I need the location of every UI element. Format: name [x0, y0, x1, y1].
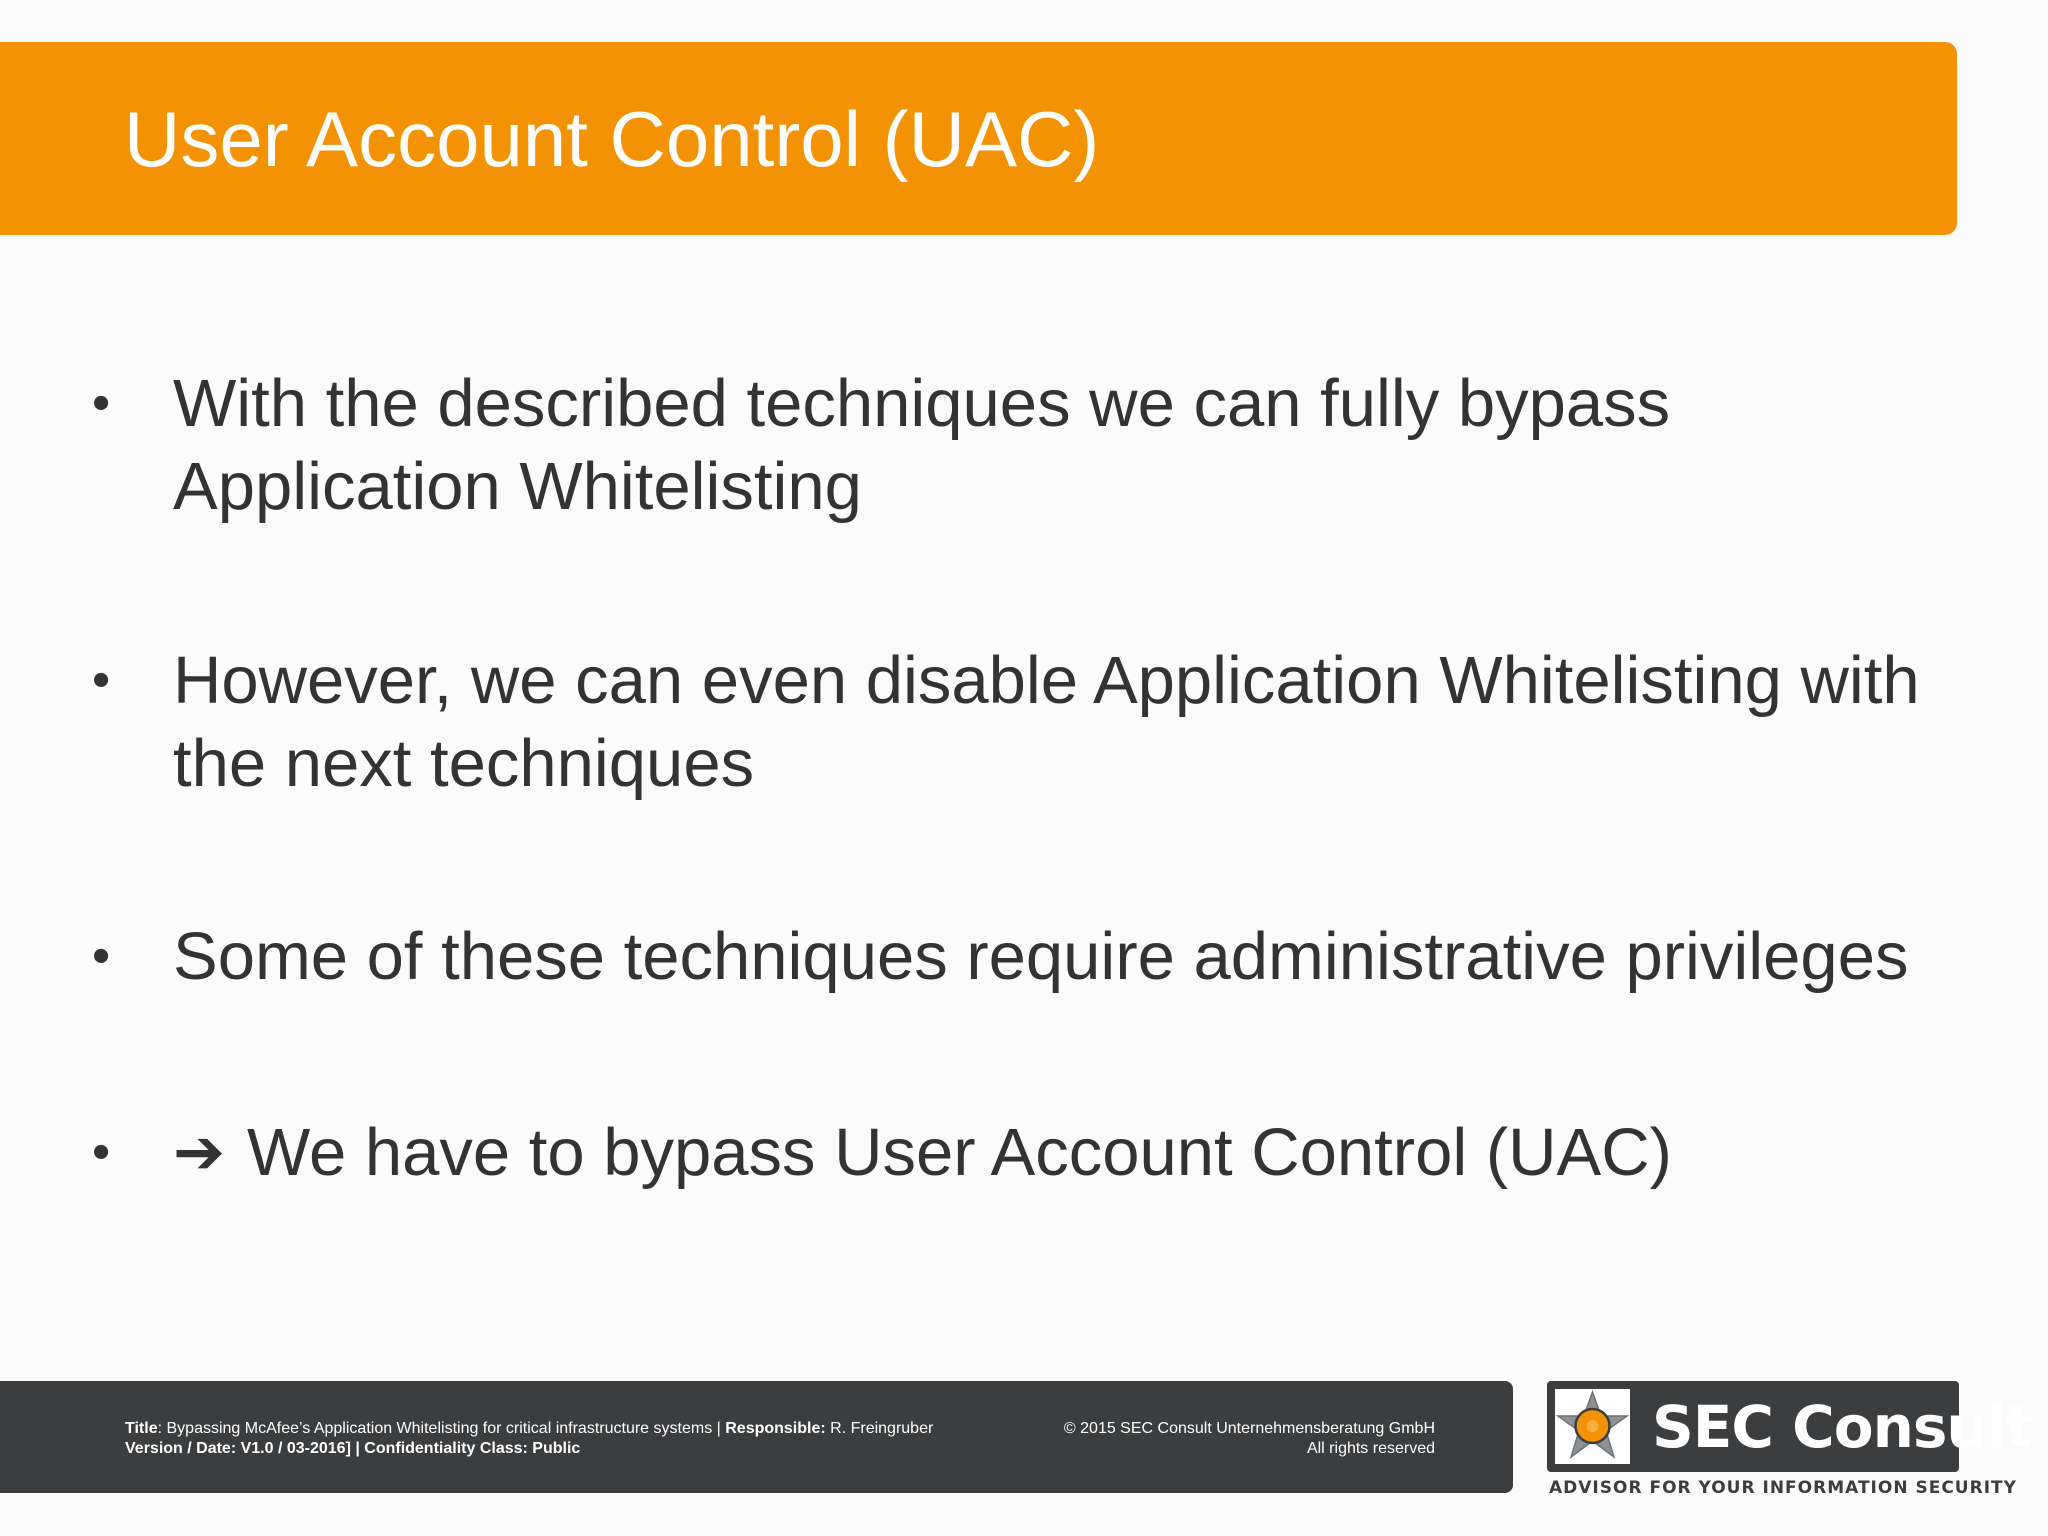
bullet-line: We have to bypass User Account Control (UAC) [246, 1115, 1672, 1190]
footer-responsible-value: R. Freingruber [825, 1420, 934, 1437]
bullet-line: Some of these techniques require administrative privileges [173, 919, 1909, 994]
bullet-text [173, 915, 2013, 998]
bullet-line: However, we can even disable Application Whitelisting with [173, 643, 1920, 718]
logo-tagline: ADVISOR FOR YOUR INFORMATION SECURITY [1549, 1478, 2017, 1498]
footer-version-text: Version / Date: V1.0 / 03-2016] | Confidentiality Class: Public [125, 1440, 581, 1457]
footer-title-line [125, 1419, 933, 1439]
copyright-text: © 2015 SEC Consult Unternehmensberatung GmbH [1063, 1420, 1435, 1437]
footer-info [125, 1419, 933, 1459]
rights-text: All rights reserved [1306, 1440, 1435, 1457]
star-logo-icon [1555, 1389, 1630, 1464]
footer-title-value: : Bypassing McAfee’s Application Whitelisting for critical infrastructure systems | [157, 1420, 726, 1437]
logo-name: SEC Consult [1652, 1393, 2033, 1461]
bullet-line: Application Whitelisting [173, 449, 862, 524]
footer-responsible-label: Responsible: [725, 1420, 826, 1437]
bullet-dot: • [92, 1123, 111, 1181]
bullet-line: the next techniques [173, 726, 755, 801]
bullet-text [173, 1111, 2013, 1194]
bullet-dot: • [92, 651, 111, 709]
right-arrow-icon: ➔ [173, 1118, 225, 1187]
bullet-dot: • [92, 927, 111, 985]
bullet-line: With the described techniques we can fully bypass [173, 366, 1671, 441]
bullet-text [173, 639, 2013, 805]
footer-copyright [1000, 1419, 1435, 1459]
footer-title-label: Title [125, 1420, 158, 1437]
logo [1547, 1381, 2033, 1472]
bullet-text [173, 362, 2013, 528]
footer-version-line [125, 1439, 933, 1459]
bullet-dot: • [92, 374, 111, 432]
slide-title: User Account Control (UAC) [124, 95, 1100, 183]
